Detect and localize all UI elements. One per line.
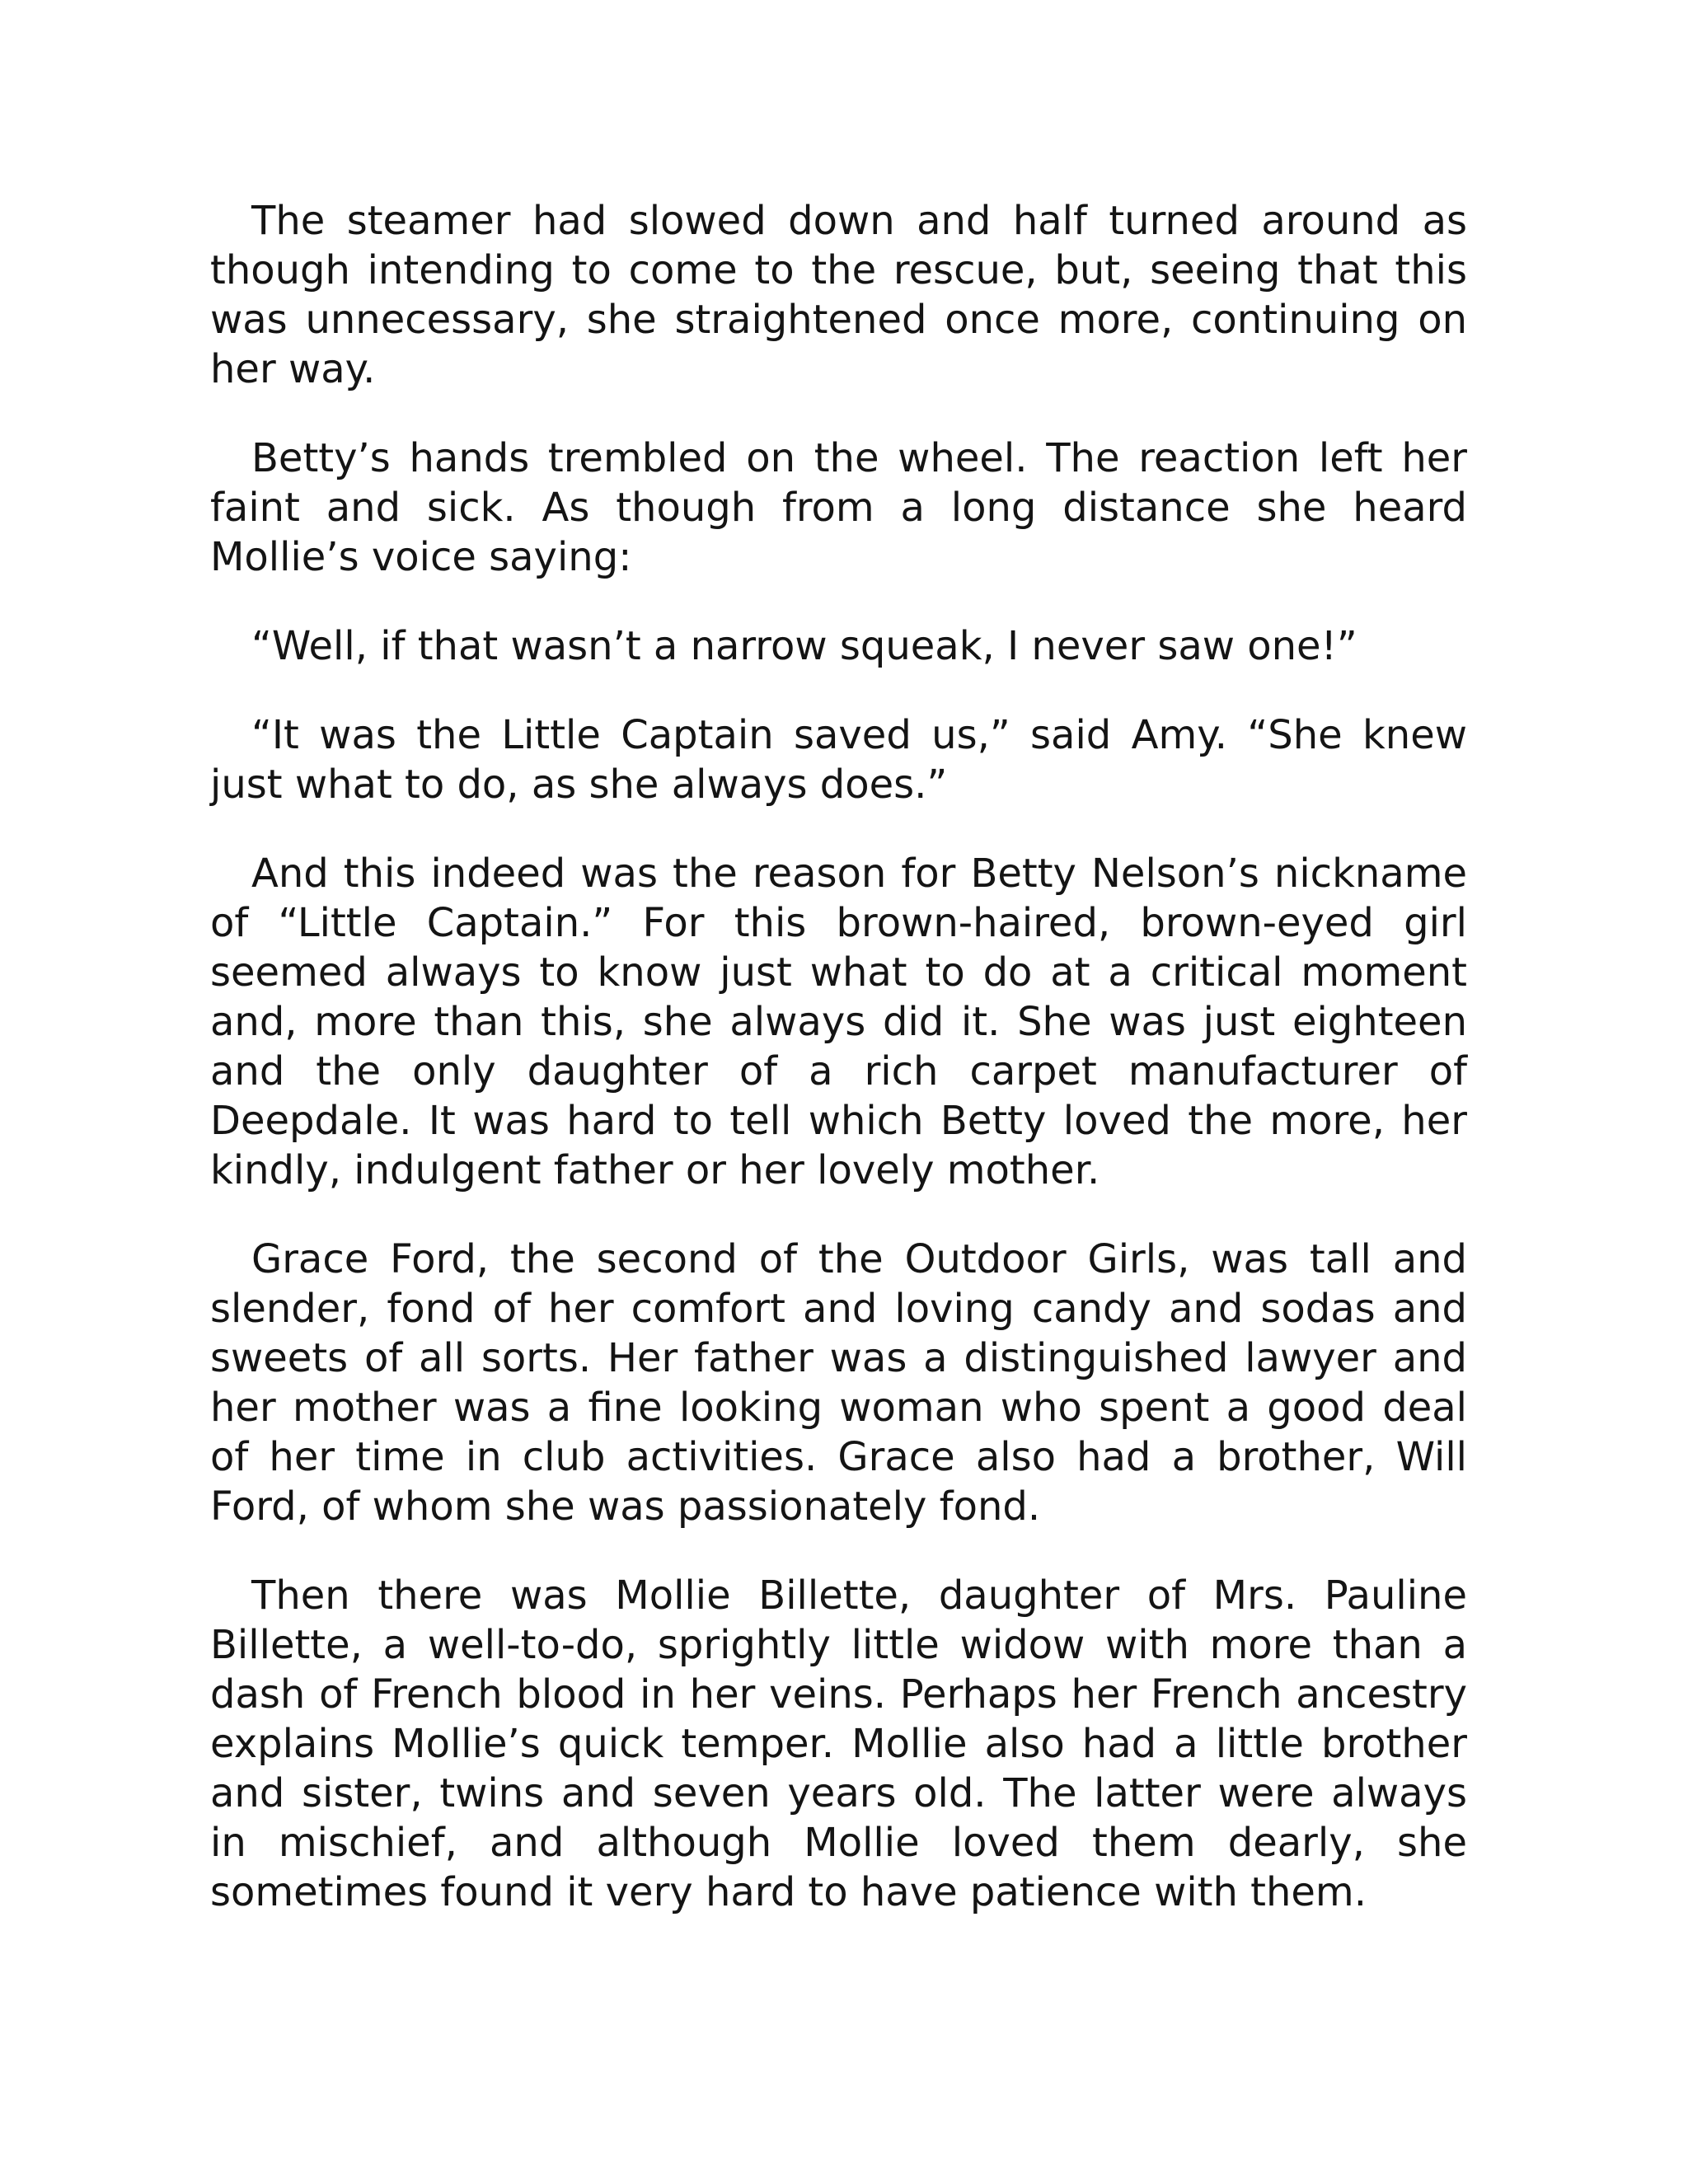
paragraph-betty-hands: Betty’s hands trembled on the wheel. The reaction left her faint and sick. As though from a long distance she heard Mollie’s voice saying: (210, 435, 1467, 580)
paragraph-steamer: The steamer had slowed down and half turned around as though intending to come to the rescue, but, seeing that this was unnecessary, she straightened once more, continuing on her way. (210, 198, 1467, 392)
paragraph-mollie-quote: “Well, if that wasn’t a narrow squeak, I never saw one!” (251, 623, 1357, 669)
paragraph-mollie-billette: Then there was Mollie Billette, daughter of Mrs. Pauline Billette, a well-to-do, sprightly little widow with more than a dash of French blood in her veins. Perhaps her French ancestry explains Mollie’s quick temper. Mollie also had a little brother and sister, twins and seven years old. The latter were always in mischief, and although Mollie loved them dearly, she sometimes found it very hard to have patience with them. (210, 1572, 1467, 1915)
paragraph-amy-quote: “It was the Little Captain saved us,” said Amy. “She knew just what to do, as she always does.” (210, 712, 1467, 808)
paragraph-grace-ford: Grace Ford, the second of the Outdoor Girls, was tall and slender, fond of her comfort and loving candy and sodas and sweets of all sorts. Her father was a distinguished lawyer and her mother was a fine looking woman who spent a good deal of her time in club activities. Grace also had a brother, Will Ford, of whom she was passionately fond. (210, 1236, 1467, 1530)
body-text (210, 196, 1467, 1957)
paragraph-little-captain: And this indeed was the reason for Betty Nelson’s nickname of “Little Captain.” For this brown-haired, brown-eyed girl seemed always to know just what to do at a critical moment and, more than this, she always did it. She was just eighteen and the only daughter of a rich carpet manufacturer of Deepdale. It was hard to tell which Betty loved the more, her kindly, indulgent father or her lovely mother. (210, 851, 1467, 1193)
